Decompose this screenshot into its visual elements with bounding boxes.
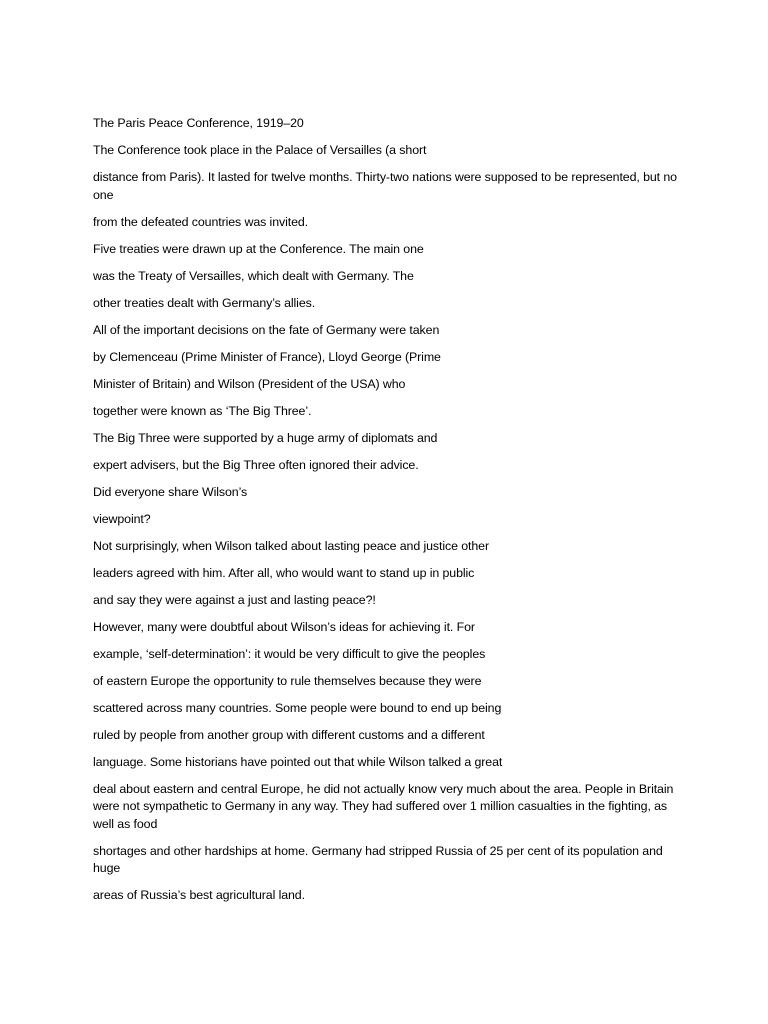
paragraph: The Conference took place in the Palace of Versailles (a short <box>93 143 427 157</box>
paragraph: All of the important decisions on the fate of Germany were taken <box>93 322 440 337</box>
paragraph: ruled by people from another group with different customs and a different <box>93 727 485 742</box>
paragraph: deal about eastern and central Europe, he did not actually know very much about the area. People in Britain were not sympathetic to Germany in any way. They had suffered over 1 million casualties in the fighting, as well as food <box>93 781 674 831</box>
paragraph: scattered across many countries. Some people were bound to end up being <box>93 700 502 715</box>
paragraph: Minister of Britain) and Wilson (President of the USA) who <box>93 376 406 391</box>
document-title: The Paris Peace Conference, 1919–20 <box>93 116 304 130</box>
paragraph: The Big Three were supported by a huge army of diplomats and <box>93 430 438 445</box>
paragraph: and say they were against a just and lasting peace?! <box>93 592 376 607</box>
paragraph: Not surprisingly, when Wilson talked about lasting peace and justice other <box>93 538 489 553</box>
section-heading: viewpoint? <box>93 511 151 526</box>
paragraph: other treaties dealt with Germany’s allies. <box>93 295 316 310</box>
paragraph: of eastern Europe the opportunity to rule themselves because they were <box>93 673 482 688</box>
paragraph: shortages and other hardships at home. Germany had stripped Russia of 25 per cent of its population and huge <box>93 843 663 875</box>
paragraph: language. Some historians have pointed out that while Wilson talked a great <box>93 754 503 769</box>
paragraph: from the defeated countries was invited. <box>93 214 309 229</box>
paragraph: was the Treaty of Versailles, which dealt with Germany. The <box>93 268 414 283</box>
paragraph: together were known as ‘The Big Three’. <box>93 403 312 418</box>
section-heading: Did everyone share Wilson’s <box>93 484 248 499</box>
paragraph: Five treaties were drawn up at the Conference. The main one <box>93 241 424 256</box>
paragraph: distance from Paris). It lasted for twelve months. Thirty-two nations were supposed to be represented, but no one <box>93 170 677 202</box>
paragraph: by Clemenceau (Prime Minister of France), Lloyd George (Prime <box>93 349 441 364</box>
paragraph: expert advisers, but the Big Three often ignored their advice. <box>93 457 419 472</box>
paragraph: example, ‘self-determination’: it would be very difficult to give the peoples <box>93 646 486 661</box>
document-body <box>93 115 683 914</box>
paragraph: leaders agreed with him. After all, who would want to stand up in public <box>93 565 475 580</box>
paragraph: However, many were doubtful about Wilson’s ideas for achieving it. For <box>93 619 475 634</box>
paragraph: areas of Russia’s best agricultural land. <box>93 888 305 902</box>
